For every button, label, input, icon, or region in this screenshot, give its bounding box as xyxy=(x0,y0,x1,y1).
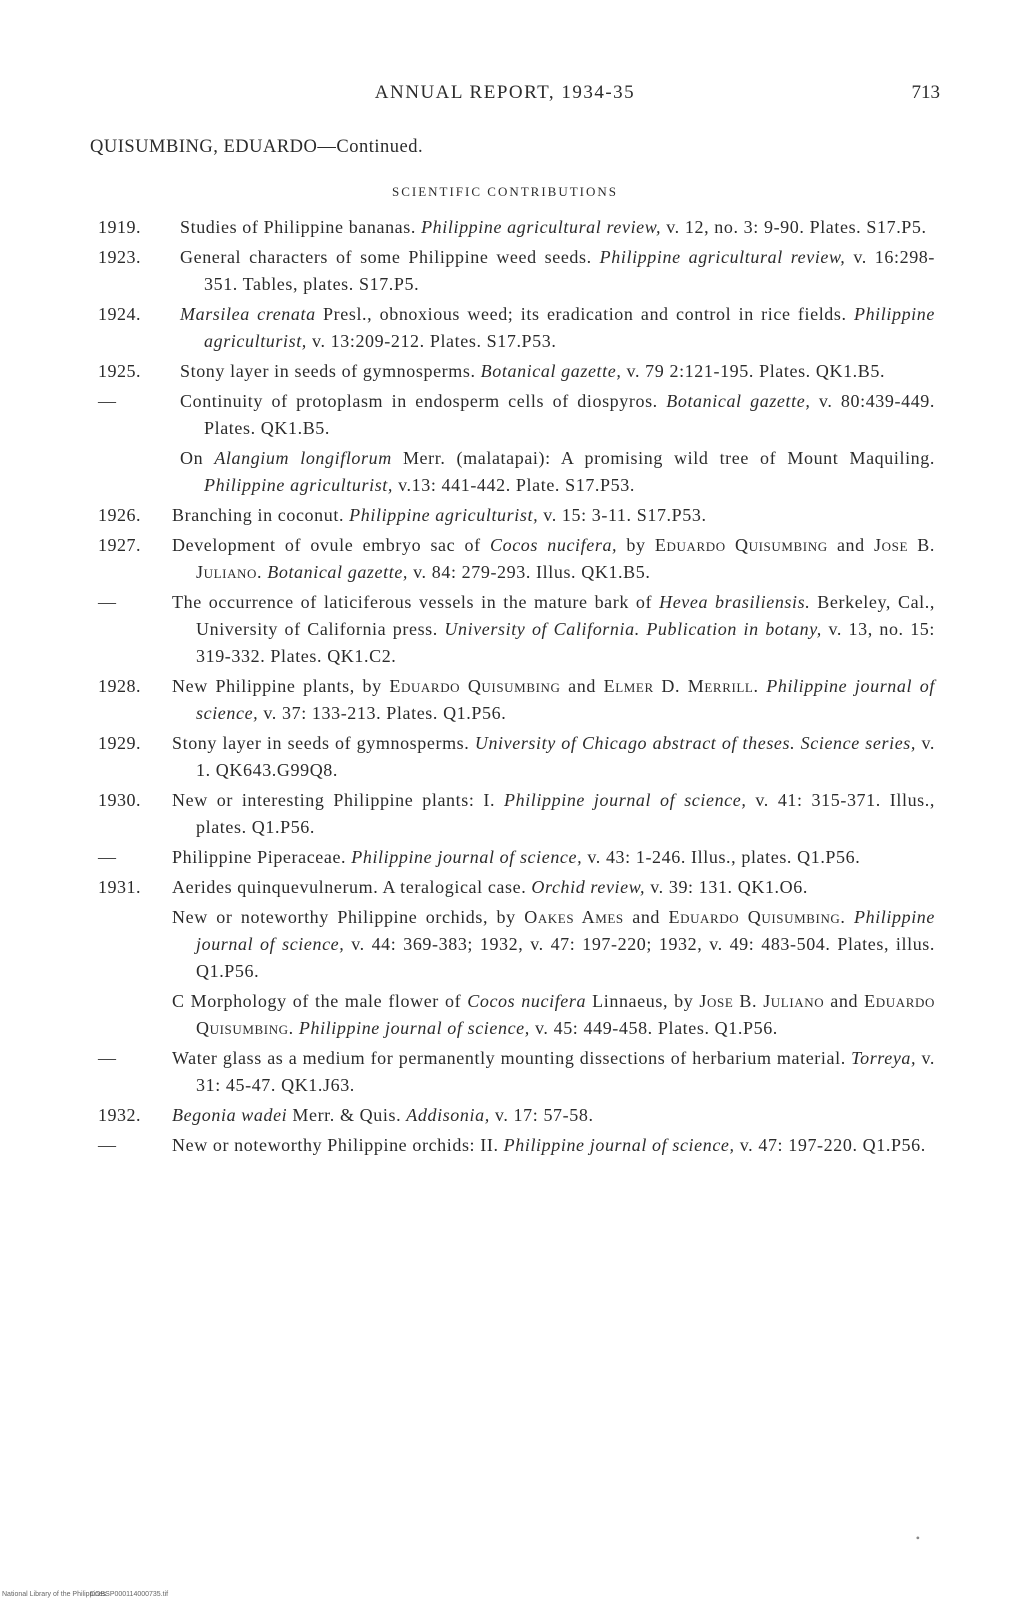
entry-citation xyxy=(172,730,935,784)
citation-text: v. 45: 449-458. Plates. Q1.P56. xyxy=(529,1018,778,1038)
citation-text: v. 80:439-449. Plates. QK1.B5. xyxy=(204,391,935,438)
citation-text: Berkeley, Cal., University of California press. xyxy=(196,592,935,639)
bibliography-entry xyxy=(0,244,1010,298)
citation-text: v. 43: 1-246. Illus., plates. Q1.P56. xyxy=(582,847,861,867)
citation-text: and xyxy=(560,676,604,696)
entry-citation xyxy=(172,673,935,727)
citation-italic: Philippine journal of science, xyxy=(351,847,583,867)
bibliography-entry xyxy=(0,1132,1010,1159)
citation-text: v. 39: 131. QK1.O6. xyxy=(645,877,808,897)
citation-text: Studies of Philippine bananas. xyxy=(180,217,422,237)
entry-citation xyxy=(172,1132,935,1159)
bibliography-list xyxy=(0,214,1010,1162)
citation-italic: Philippine agriculturist, xyxy=(204,304,935,351)
entry-year: 1925. xyxy=(98,361,141,381)
bibliography-entry xyxy=(0,1045,1010,1099)
entry-year: 1931. xyxy=(98,877,141,897)
entry-year: 1927. xyxy=(98,535,141,555)
bibliography-entry xyxy=(0,904,1010,985)
citation-italic: Botanical gazette, xyxy=(480,361,622,381)
citation-italic: University of Chicago abstract of theses. Science series, xyxy=(474,733,916,753)
citation-text: C Morphology of the male flower of xyxy=(172,991,468,1011)
citation-text: Linnaeus, by xyxy=(586,991,700,1011)
citation-italic: Philippine agricultural review, xyxy=(599,247,846,267)
entry-year: 1919. xyxy=(98,217,141,237)
citation-author: Elmer D. Merrill. xyxy=(603,676,759,696)
bibliography-entry xyxy=(0,1102,1010,1129)
citation-text: Stony layer in seeds of gymnosperms. xyxy=(172,733,475,753)
entry-year: — xyxy=(98,847,117,867)
footer-library: National Library of the Philippines xyxy=(2,1591,107,1598)
bibliography-entry xyxy=(0,874,1010,901)
citation-italic: Botanical gazette, xyxy=(666,391,811,411)
entry-citation xyxy=(172,589,935,670)
page-header xyxy=(0,82,1010,112)
entry-year: 1930. xyxy=(98,790,141,810)
citation-italic: Philippine journal of science, xyxy=(196,907,935,954)
citation-text: v. 13:209-212. Plates. S17.P53. xyxy=(306,331,557,351)
citation-author: Jose B. Juliano xyxy=(699,991,825,1011)
citation-text: v. 16:298-351. Tables, plates. S17.P5. xyxy=(204,247,935,294)
citation-text: v. 41: 315-371. Illus., plates. Q1.P56. xyxy=(196,790,935,837)
citation-text: and xyxy=(824,991,865,1011)
citation-italic: Cocos nucifera, xyxy=(489,535,618,555)
citation-text: v. 13, no. 15: 319-332. Plates. QK1.C2. xyxy=(196,619,935,666)
running-title: ANNUAL REPORT, 1934-35 xyxy=(374,82,636,103)
citation-italic: Botanical gazette, xyxy=(267,562,409,582)
entry-citation xyxy=(180,445,935,499)
citation-text: v. 17: 57-58. xyxy=(489,1105,594,1125)
section-heading: QUISUMBING, EDUARDO—Continued. xyxy=(90,137,424,157)
entry-citation xyxy=(172,988,935,1042)
citation-italic: Alangium longiflorum xyxy=(214,448,392,468)
subheading: SCIENTIFIC CONTRIBUTIONS xyxy=(391,184,619,199)
citation-text: by xyxy=(617,535,655,555)
citation-text: General characters of some Philippine weed seeds. xyxy=(180,247,600,267)
citation-text: Development of ovule embryo sac of xyxy=(172,535,490,555)
citation-italic: Marsilea crenata xyxy=(180,304,316,324)
bibliography-entry xyxy=(0,214,1010,241)
entry-year: — xyxy=(98,1135,117,1155)
citation-text: Merr. & Quis. xyxy=(287,1105,407,1125)
scan-mark: • xyxy=(915,1531,920,1545)
citation-italic: Cocos nucifera xyxy=(467,991,587,1011)
citation-text: Presl., obnoxious weed; its eradication and control in rice fields. xyxy=(315,304,854,324)
citation-text: Continuity of protoplasm in endosperm cells of diospyros. xyxy=(180,391,667,411)
entry-citation xyxy=(180,214,935,241)
citation-text: v. 1. QK643.G99Q8. xyxy=(196,733,935,780)
citation-author: Eduardo Quisumbing. xyxy=(196,991,935,1038)
citation-text: v. 15: 3-11. S17.P53. xyxy=(538,505,707,525)
citation-author: Oakes Ames xyxy=(524,907,624,927)
bibliography-entry xyxy=(0,844,1010,871)
citation-text: v.13: 441-442. Plate. S17.P53. xyxy=(393,475,635,495)
citation-text xyxy=(846,907,854,927)
citation-text: Branching in coconut. xyxy=(172,505,350,525)
bibliography-entry xyxy=(0,988,1010,1042)
bibliography-entry xyxy=(0,730,1010,784)
citation-text: New or interesting Philippine plants: I. xyxy=(172,790,505,810)
citation-text: The occurrence of laticiferous vessels in the mature bark of xyxy=(172,592,660,612)
entry-year: 1924. xyxy=(98,304,141,324)
citation-text: Philippine Piperaceae. xyxy=(172,847,352,867)
entry-year: 1926. xyxy=(98,505,141,525)
entry-year: 1929. xyxy=(98,733,141,753)
citation-text: New or noteworthy Philippine orchids: II. xyxy=(172,1135,504,1155)
citation-italic: Philippine agricultural review, xyxy=(421,217,662,237)
bibliography-entry xyxy=(0,673,1010,727)
entry-citation xyxy=(172,844,935,871)
entry-year: — xyxy=(98,391,117,411)
citation-italic: Philippine journal of science, xyxy=(298,1018,530,1038)
entry-citation xyxy=(172,904,935,985)
entry-year: 1928. xyxy=(98,676,141,696)
entry-year: — xyxy=(98,592,117,612)
citation-text: Stony layer in seeds of gymnosperms. xyxy=(180,361,481,381)
citation-italic: Philippine agriculturist, xyxy=(349,505,539,525)
bibliography-entry xyxy=(0,301,1010,355)
citation-italic: Torreya, xyxy=(851,1048,917,1068)
citation-text: v. 31: 45-47. QK1.J63. xyxy=(196,1048,935,1095)
entry-citation xyxy=(172,1045,935,1099)
entry-citation xyxy=(180,358,935,385)
bibliography-entry xyxy=(0,532,1010,586)
citation-italic: Philippine journal of science, xyxy=(196,676,935,723)
citation-text: v. 37: 133-213. Plates. Q1.P56. xyxy=(258,703,507,723)
citation-author: Eduardo Quisumbing xyxy=(654,535,828,555)
citation-italic: Philippine journal of science, xyxy=(504,790,747,810)
citation-text: On xyxy=(180,448,215,468)
entry-year: 1923. xyxy=(98,247,141,267)
citation-italic: Philippine journal of science, xyxy=(503,1135,735,1155)
bibliography-entry xyxy=(0,787,1010,841)
citation-text: v. 12, no. 3: 9-90. Plates. S17.P5. xyxy=(661,217,927,237)
citation-text: New or noteworthy Philippine orchids, by xyxy=(172,907,525,927)
citation-text: Water glass as a medium for permanently mounting dissections of herbarium material. xyxy=(172,1048,852,1068)
entry-year: 1932. xyxy=(98,1105,141,1125)
citation-text: New Philippine plants, by xyxy=(172,676,390,696)
citation-italic: Addisonia, xyxy=(406,1105,490,1125)
entry-citation xyxy=(172,1102,935,1129)
citation-author: Jose B. Juliano. xyxy=(196,535,935,582)
bibliography-entry xyxy=(0,445,1010,499)
citation-author: Eduardo Quisumbing xyxy=(389,676,561,696)
bibliography-entry xyxy=(0,589,1010,670)
citation-text: v. 44: 369-383; 1932, v. 47: 197-220; 1932, v. 49: 483-504. Plates, illus. Q1.P56. xyxy=(196,934,935,981)
entry-citation xyxy=(180,388,935,442)
citation-italic: University of California. Publication in botany, xyxy=(444,619,822,639)
entry-citation xyxy=(172,532,935,586)
citation-text: v. 84: 279-293. Illus. QK1.B5. xyxy=(408,562,651,582)
entry-citation xyxy=(172,502,935,529)
entry-citation xyxy=(180,244,935,298)
citation-text: v. 47: 197-220. Q1.P56. xyxy=(734,1135,926,1155)
citation-text: Aerides quinquevulnerum. A teralogical case. xyxy=(172,877,532,897)
citation-italic: Philippine agriculturist, xyxy=(204,475,393,495)
entry-citation xyxy=(180,301,935,355)
citation-text: Merr. (malatapai): A promising wild tree of Mount Maquiling. xyxy=(391,448,935,468)
citation-italic: Hevea brasiliensis. xyxy=(659,592,811,612)
entry-citation xyxy=(172,874,935,901)
citation-italic: Orchid review, xyxy=(531,877,646,897)
citation-author: Eduardo Quisumbing. xyxy=(668,907,846,927)
citation-text: and xyxy=(623,907,669,927)
entry-year: — xyxy=(98,1048,117,1068)
bibliography-entry xyxy=(0,358,1010,385)
citation-text: v. 79 2:121-195. Plates. QK1.B5. xyxy=(621,361,886,381)
citation-text: and xyxy=(827,535,875,555)
bibliography-entry xyxy=(0,502,1010,529)
bibliography-entry xyxy=(0,388,1010,442)
page-number: 713 xyxy=(911,82,940,103)
footer-file-code: DOBSP000114000735.tif xyxy=(90,1591,169,1598)
citation-italic: Begonia wadei xyxy=(172,1105,288,1125)
entry-citation xyxy=(172,787,935,841)
